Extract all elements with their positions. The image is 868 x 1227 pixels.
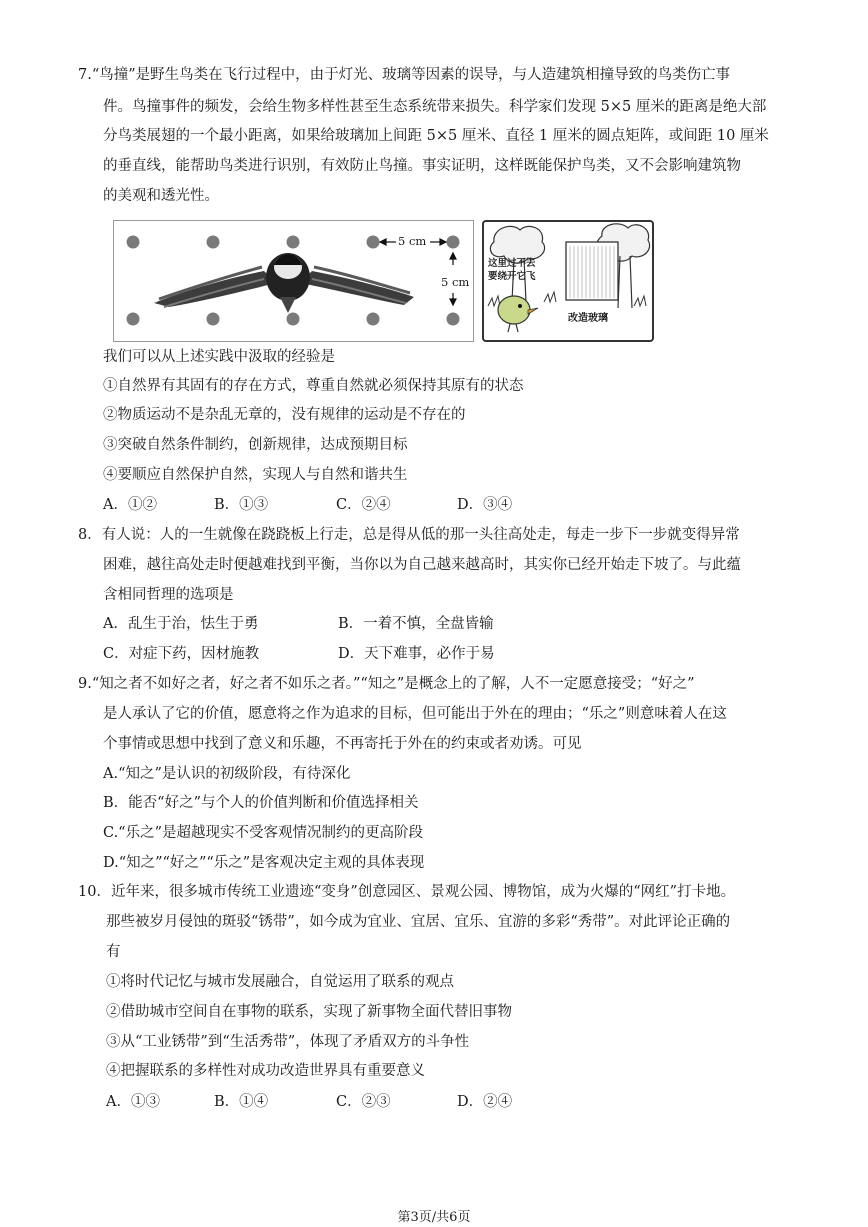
question-9-option-b: B．能否“好之”与个人的价值判断和价值选择相关 — [103, 795, 419, 811]
question-7-statement-4: ④要顺应自然保护自然，实现人与自然和谐共生 — [103, 467, 408, 483]
question-9-option-a: A.“知之”是认识的初级阶段，有待深化 — [103, 766, 351, 782]
modified-glass-cartoon — [482, 220, 654, 342]
question-8-option-d: D．天下难事，必作于易 — [338, 646, 495, 662]
question-10-line-2: 那些被岁月侵蚀的斑驳“锈带”，如今成为宜业、宜居、宜乐、宜游的多彩“秀带”。对此评论正确的 — [106, 914, 731, 930]
question-9-option-d: D.“知之”“好之”“乐之”是客观决定主观的具体表现 — [103, 855, 425, 871]
question-7-option-d: D．③④ — [457, 497, 513, 513]
question-7-option-c: C．②④ — [336, 497, 391, 513]
question-9-line-1: 9.“知之者不如好之者，好之者不如乐之者。”“知之”是概念上的了解，人不一定愿意接受；“好之” — [78, 676, 695, 692]
question-9-line-3: 个事情或思想中找到了意义和乐趣，不再寄托于外在的约束或者劝诱。可见 — [103, 736, 582, 752]
figure-caption: 改造玻璃 — [568, 313, 608, 324]
question-7-line-5: 的美观和透光性。 — [103, 188, 219, 204]
question-10-option-a: A．①③ — [106, 1094, 160, 1110]
question-7-statement-3: ③突破自然条件制约，创新规律，达成预期目标 — [103, 437, 408, 453]
question-7-line-1: 7.“鸟撞”是野生鸟类在飞行过程中，由于灯光、玻璃等因素的误导，与人造建筑相撞导致的鸟类伤亡事 — [78, 67, 731, 83]
question-10-line-3: 有 — [106, 944, 121, 960]
vertical-spacing-label: 5 cm — [441, 275, 470, 289]
bird-silhouette — [154, 253, 414, 313]
speech-text-line-2: 要绕开它飞 — [488, 271, 536, 282]
question-10-statement-1: ①将时代记忆与城市发展融合，自觉运用了联系的观点 — [106, 974, 454, 990]
question-9-line-2: 是人承认了它的价值，愿意将之作为追求的目标，但可能出于外在的理由；“乐之”则意味着人在这 — [103, 706, 727, 722]
question-8-line-1: 8．有人说：人的一生就像在跷跷板上行走，总是得从低的那一头往高处走，每走一步下一步就变得异常 — [78, 527, 740, 543]
question-10-option-c: C．②③ — [336, 1094, 391, 1110]
question-8-option-b: B．一着不慎，全盘皆输 — [338, 616, 494, 632]
question-8-line-3: 含相同哲理的选项是 — [103, 587, 234, 603]
question-8-line-2: 困难，越往高处走时便越难找到平衡，当你以为自己越来越高时，其实你已经开始走下坡了。与此蕴 — [103, 557, 741, 573]
question-7-line-4: 的垂直线，能帮助鸟类进行识别，有效防止鸟撞。事实证明，这样既能保护鸟类，又不会影响建筑物 — [103, 158, 741, 174]
question-7-line-3: 分鸟类展翅的一个最小距离，如果给玻璃加上间距 5×5 厘米、直径 1 厘米的圆点矩阵，或间距 10 厘米 — [103, 128, 769, 144]
question-8-option-c: C．对症下药，因材施教 — [103, 646, 260, 662]
cartoon-bird-icon — [498, 296, 538, 332]
question-8-option-a: A．乱生于治，怯生于勇 — [103, 616, 259, 632]
question-10-statement-2: ②借助城市空间自在事物的联系，实现了新事物全面代替旧事物 — [106, 1004, 512, 1020]
question-10-option-b: B．①④ — [214, 1094, 269, 1110]
question-10-statement-3: ③从“工业锈带”到“生活秀带”，体现了矛盾双方的斗争性 — [106, 1034, 470, 1050]
question-7-line-2: 件。鸟撞事件的频发，会给生物多样性甚至生态系统带来损失。科学家们发现 5×5 厘米的距离是绝大部 — [103, 99, 767, 115]
glass-pane-icon — [566, 242, 618, 300]
speech-text-line-1: 这里过不去 — [488, 258, 536, 269]
question-7-option-b: B．①③ — [214, 497, 269, 513]
question-9-option-c: C.“乐之”是超越现实不受客观情况制约的更高阶段 — [103, 825, 424, 841]
question-10-line-1: 10．近年来，很多城市传统工业遗迹“变身”创意园区、景观公园、博物馆，成为火爆的“网红”打卡地。 — [78, 884, 736, 900]
page-number-footer: 第3页/共6页 — [397, 1210, 471, 1225]
question-10-option-d: D．②④ — [457, 1094, 513, 1110]
dot-matrix-bird-figure — [113, 220, 474, 342]
question-7-statement-2: ②物质运动不是杂乱无章的，没有规律的运动是不存在的 — [103, 407, 466, 423]
question-7-option-a: A．①② — [103, 497, 157, 513]
question-7-stem: 我们可以从上述实践中汲取的经验是 — [103, 349, 335, 365]
question-7-statement-1: ①自然界有其固有的存在方式，尊重自然就必须保持其原有的状态 — [103, 378, 524, 394]
horizontal-spacing-label: 5 cm — [398, 234, 427, 248]
question-10-statement-4: ④把握联系的多样性对成功改造世界具有重要意义 — [106, 1063, 425, 1079]
